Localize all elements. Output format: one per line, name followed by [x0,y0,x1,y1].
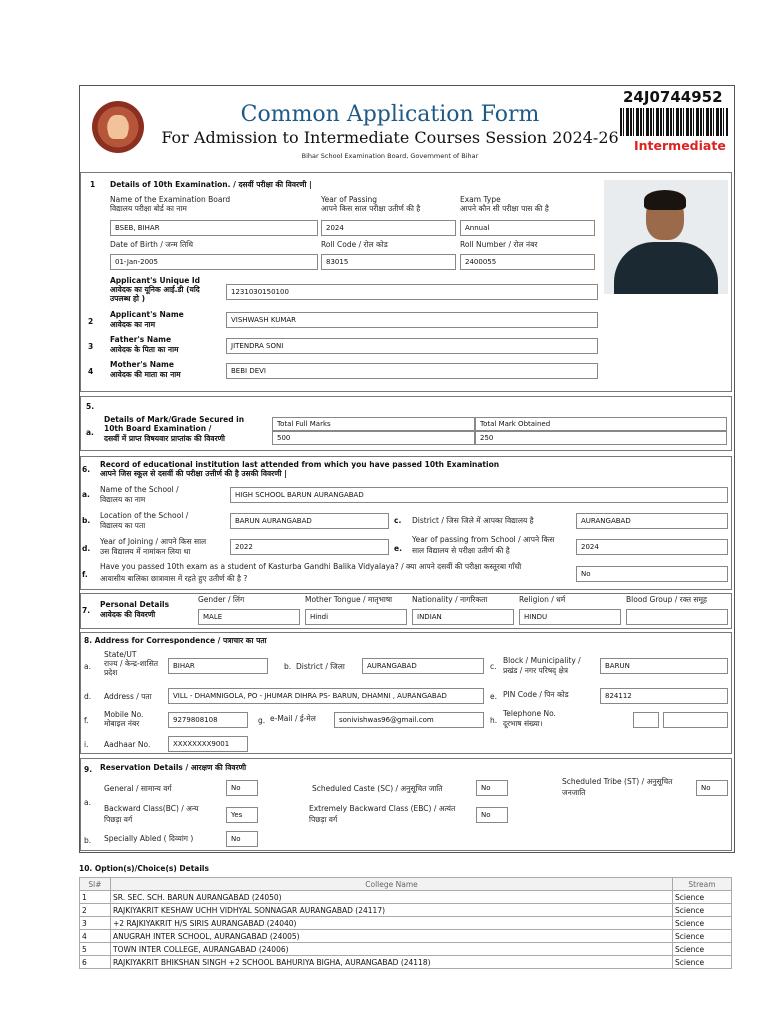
table-cell: 3 [80,917,111,930]
stream-tag: Intermediate [634,138,726,153]
table-cell: +2 RAJKIYAKRIT H/S SIRIS AURANGABAD (24040) [111,917,673,930]
telephone-number-field[interactable] [663,712,728,728]
state-field[interactable]: BIHAR [168,658,268,674]
row-number: 2 [88,317,94,326]
section-number: 9. [84,765,93,774]
address-label: Address / पता [104,692,152,701]
mother-name-field[interactable]: BEBI DEVI [226,363,598,379]
specially-abled-label: Specially Abled ( दिव्यांग ) [104,834,194,843]
uid-label-hi: आवेदक का यूनिक आई.डी (यदि उपलब्ध हो ) [110,285,200,303]
sub-letter: g. [258,716,266,725]
roll-no-field[interactable]: 2400055 [460,254,595,270]
form-title: Common Application Form [240,102,540,127]
applicant-name-label-hi: आवेदक का नाम [110,320,156,329]
obtained-marks-field[interactable]: 250 [475,431,727,445]
aadhaar-field[interactable]: XXXXXXXX9001 [168,736,248,752]
table-cell: SR. SEC. SCH. BARUN AURANGABAD (24050) [111,891,673,904]
kgbv-field[interactable]: No [576,566,728,582]
table-cell: Science [673,891,732,904]
school-name-label-hi: विद्यालय का नाम [100,495,146,504]
column-header: Stream [673,878,732,891]
table-cell: 2 [80,904,111,917]
sub-letter: e. [394,544,402,553]
email-field[interactable]: sonivishwas96@gmail.com [334,712,484,728]
school-district-label: District / जिस जिले में आपका विद्यालय है [412,516,534,525]
table-cell: TOWN INTER COLLEGE, AURANGABAD (24006) [111,943,673,956]
sub-letter: a. [84,662,91,671]
marks-label-hi: दसवीं में प्राप्त विषयवार प्राप्तांक की विवरणी [104,434,226,443]
sub-letter: b. [284,662,292,671]
general-field[interactable]: No [226,780,258,796]
year-label: Year of Passing [321,195,378,204]
district-label: District / जिला [296,662,345,671]
table-row [80,930,732,943]
section-heading: Details of 10th Examination. / दसवीं परीक्षा की विवरणी | [110,180,312,189]
sub-letter: e. [490,692,497,701]
table-cell: 6 [80,956,111,969]
marks-label: Details of Mark/Grade Secured in 10th Board Examination / [104,415,245,433]
sub-letter: c. [394,516,402,525]
bc-label-hi: पिछड़ा वर्ग [104,815,133,824]
bseb-logo-icon [92,101,144,153]
block-label-hi: प्रखंड / नगर परिषद् क्षेत्र [503,666,569,675]
nationality-field[interactable]: INDIAN [412,609,514,625]
obtained-marks-header: Total Mark Obtained [475,417,727,431]
telephone-label-hi: दूरभाष संख्या। [503,719,543,728]
exam-type-label-hi: आपने कौन सी परीक्षा पास की है [460,204,549,213]
bc-field[interactable]: Yes [226,807,258,823]
pin-field[interactable]: 824112 [600,688,728,704]
uid-label: Applicant's Unique Id [110,276,201,285]
join-year-label-hi: उस विद्यालय में नामांकन लिया था [100,547,191,556]
table-cell: RAJKIYAKRIT BHIKSHAN SINGH +2 SCHOOL BAHURIYA BIGHA, AURANGABAD (24118) [111,956,673,969]
general-label: General / सामान्य वर्ग [104,784,172,793]
mother-tongue-label: Mother Tongue / मातृभाषा [305,595,393,604]
personal-label: Personal Details [100,600,170,609]
form-subtitle: For Admission to Intermediate Courses Session 2024-26 [161,128,619,147]
table-cell: RAJKIYAKRIT KESHAW UCHH VIDHYAL SONNAGAR AURANGABAD (24117) [111,904,673,917]
block-field[interactable]: BARUN [600,658,728,674]
pass-year-label-hi: साल विद्यालय से परीक्षा उतीर्ण की है [412,546,510,555]
pass-year-field[interactable]: 2024 [576,539,728,555]
sub-letter: f. [84,716,89,725]
column-header: College Name [111,878,673,891]
school-district-field[interactable]: AURANGABAD [576,513,728,529]
options-heading: 10. Option(s)/Choice(s) Details [79,864,209,873]
ebc-label: Extremely Backward Class (EBC) / अत्यंत [309,804,456,813]
join-year-label: Year of Joining / आपने किस साल [100,537,207,546]
institution-heading-hi: आपने जिस स्कूल से दसवीं की परीक्षा उत्तीर्ण की है उसकी विवरणी | [100,469,287,478]
school-location-field[interactable]: BARUN AURANGABAD [230,513,389,529]
join-year-field[interactable]: 2022 [230,539,389,555]
state-label-hi: राज्य / केन्द्र-शासित प्रदेश [104,659,159,677]
address-heading: 8. Address for Correspondence / पत्राचार का पता [84,636,267,645]
mobile-label-hi: मोबाइल नंबर [104,719,140,728]
block-label: Block / Municipality / [503,656,581,665]
telephone-std-field[interactable] [633,712,659,728]
father-name-label-hi: आवेदक के पिता का नाम [110,345,179,354]
school-name-field[interactable]: HIGH SCHOOL BARUN AURANGABAD [230,487,728,503]
gender-field[interactable]: MALE [198,609,300,625]
exam-type-field[interactable]: Annual [460,220,595,236]
table-cell: Science [673,930,732,943]
board-label: Name of the Examination Board [110,195,231,204]
address-field[interactable]: VILL - DHAMNIGOLA, PO - JHUMAR DIHRA PS- BARUN, DHAMNI , AURANGABAD [168,688,484,704]
pin-label: PIN Code / पिन कोड [503,690,569,699]
blood-group-label: Blood Group / रक्त समूह [626,595,707,604]
table-cell: 4 [80,930,111,943]
table-row [80,956,732,969]
father-name-label: Father's Name [110,335,172,344]
email-label: e-Mail / ई-मेल [270,714,316,723]
state-label: State/UT [104,650,137,659]
applicant-name-label: Applicant's Name [110,310,184,319]
school-location-label-hi: विद्यालय का पता [100,521,146,530]
dob-label: Date of Birth / जन्म तिथि [110,240,193,249]
full-marks-field[interactable]: 500 [272,431,475,445]
sc-field[interactable]: No [476,780,508,796]
aadhaar-label: Aadhaar No. [104,740,151,749]
father-name-field[interactable]: JITENDRA SONI [226,338,598,354]
table-cell: Science [673,917,732,930]
applicant-photo [604,180,728,294]
section-number: 6. [82,465,91,474]
roll-code-label: Roll Code / रोल कोड [321,240,388,249]
kgbv-label-hi: आवासीय बालिका छात्रावास में रहते हुए उतीर्ण की है ? [100,574,248,583]
column-header: Sl# [80,878,111,891]
school-location-label: Location of the School / [100,511,189,520]
application-number: 24J0744952 [623,88,723,106]
mobile-field[interactable]: 9279808108 [168,712,248,728]
table-row [80,904,732,917]
table-cell: Science [673,943,732,956]
sub-letter: b. [84,836,92,845]
table-cell: 1 [80,891,111,904]
table-row [80,891,732,904]
row-number: 4 [88,367,94,376]
ebc-label-hi: पिछड़ा वर्ग [309,815,338,824]
uid-field[interactable]: 1231030150100 [226,284,598,300]
school-name-label: Name of the School / [100,485,179,494]
board-field[interactable]: BSEB, BIHAR [110,220,318,236]
options-table [79,877,732,969]
applicant-name-field[interactable]: VISHWASH KUMAR [226,312,598,328]
sub-letter: f. [82,570,88,579]
sub-letter: a. [84,798,91,807]
table-cell: 5 [80,943,111,956]
year-field[interactable]: 2024 [321,220,456,236]
institution-heading: Record of educational institution last attended from which you have passed 10th Examination [100,460,500,469]
mother-tongue-field[interactable]: Hindi [305,609,407,625]
st-label-hi: जनजाति [562,788,586,797]
personal-label-hi: आवेदक की विवरणी [100,610,156,619]
table-row [80,917,732,930]
kgbv-label: Have you passed 10th exam as a student of Kasturba Gandhi Balika Vidyalaya? / क्या आपने दसवीं की परीक्षा कस्तूरबा गाँधी [100,562,522,571]
full-marks-header: Total Full Marks [272,417,475,431]
telephone-label: Telephone No. [503,709,556,718]
year-label-hi: आपने किस साल परीक्षा उतीर्ण की है [321,204,421,213]
ebc-field[interactable]: No [476,807,508,823]
st-field[interactable]: No [696,780,728,796]
sub-letter: i. [84,740,89,749]
sub-letter: a. [86,428,94,437]
sub-letter: d. [84,692,92,701]
table-row [80,943,732,956]
mobile-label: Mobile No. [104,710,144,719]
sub-letter: a. [82,490,90,499]
sub-letter: d. [82,544,91,553]
roll-no-label: Roll Number / रोल नंबर [460,240,538,249]
section-number: 1 [90,180,96,189]
sub-letter: c. [490,662,497,671]
barcode-icon [620,108,728,136]
blood-group-field[interactable] [626,609,728,625]
pass-year-label: Year of passing from School / आपने किस [412,535,555,544]
dob-field[interactable]: 01-Jan-2005 [110,254,318,270]
religion-label: Religion / धर्म [519,595,566,604]
exam-type-label: Exam Type [460,195,501,204]
nationality-label: Nationality / नागरिकता [412,595,488,604]
gender-label: Gender / लिंग [198,595,245,604]
table-cell: Science [673,904,732,917]
row-number: 3 [88,342,94,351]
mother-name-label: Mother's Name [110,360,174,369]
section-number: 7. [82,606,91,615]
mother-name-label-hi: आवेदक की माता का नाम [110,370,181,379]
specially-abled-field[interactable]: No [226,831,258,847]
bc-label: Backward Class(BC) / अन्य [104,804,199,813]
sub-letter: b. [82,516,91,525]
table-cell: Science [673,956,732,969]
st-label: Scheduled Tribe (ST) / अनुसूचित [562,777,673,786]
sc-label: Scheduled Caste (SC) / अनुसूचित जाति [312,784,443,793]
board-label-hi: विद्यालय परीक्षा बोर्ड का नाम [110,204,187,213]
board-name: Bihar School Examination Board, Government of Bihar [301,152,479,160]
sub-letter: h. [490,716,498,725]
religion-field[interactable]: HINDU [519,609,621,625]
district-field[interactable]: AURANGABAD [362,658,484,674]
section-number: 5. [86,402,95,411]
reservation-heading: Reservation Details / आरक्षण की विवरणी [100,763,247,772]
roll-code-field[interactable]: 83015 [321,254,456,270]
table-cell: ANUGRAH INTER SCHOOL, AURANGABAD (24005) [111,930,673,943]
